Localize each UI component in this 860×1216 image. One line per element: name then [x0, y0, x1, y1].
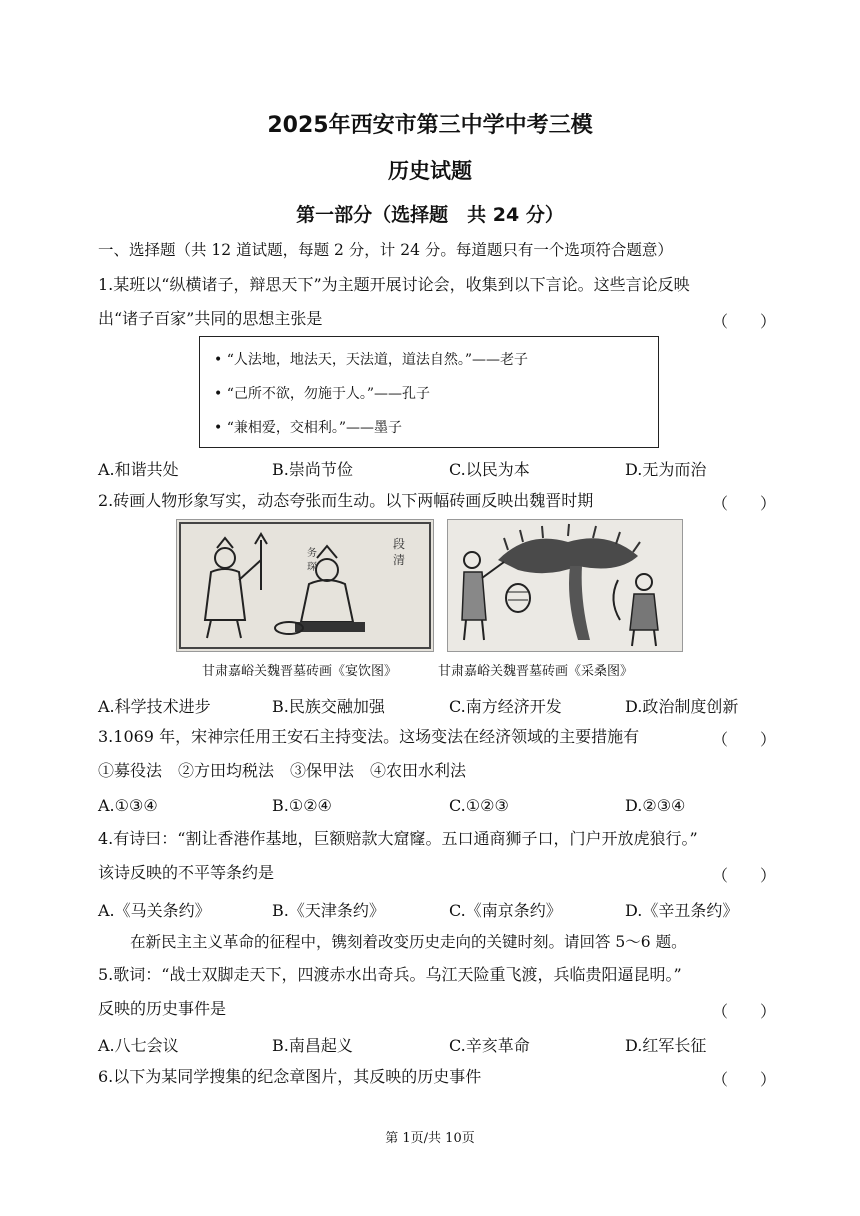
- q1-option-d: D.无为而治: [625, 460, 707, 479]
- page-number: 第 1页/共 10页: [385, 1131, 475, 1146]
- q6-answer-paren: （ ）: [712, 1070, 777, 1089]
- q2-stem-line-1: 2.砖画人物形象写实，动态夸张而生动。以下两幅砖画反映出魏晋时期: [98, 491, 594, 510]
- q1-option-c: C.以民为本: [449, 460, 530, 479]
- q2-answer-paren: （ ）: [712, 494, 777, 513]
- q4-option-b: B.《天津条约》: [272, 901, 385, 920]
- q3-option-c: C.①②③: [449, 796, 509, 815]
- q2-option-b: B.民族交融加强: [272, 697, 385, 716]
- q1-stem-line-2: 出“诸子百家”共同的思想主张是: [98, 309, 323, 328]
- part-title: 第一部分（选择题 共 24 分）: [296, 204, 564, 226]
- q2-option-d: D.政治制度创新: [625, 697, 739, 716]
- banquet-brick-painting: [176, 519, 434, 652]
- q1-quote-box: [199, 336, 659, 448]
- caption-banquet: 甘肃嘉峪关魏晋墓砖画《宴饮图》: [202, 664, 398, 679]
- q1-stem-line-1: 1.某班以“纵横诸子，辩思天下”为主题开展讨论会，收集到以下言论。这些言论反映: [98, 275, 690, 294]
- q4-option-d: D.《辛丑条约》: [625, 901, 739, 920]
- q1-quote-item: • “兼相爱，交相利。”——墨子: [214, 420, 403, 436]
- q5-answer-paren: （ ）: [712, 1002, 777, 1021]
- svg-text:清: 清: [393, 553, 406, 567]
- q3-stem-line-1: 3.1069 年，宋神宗任用王安石主持变法。这场变法在经济领域的主要措施有: [98, 727, 640, 746]
- q2-option-c: C.南方经济开发: [449, 697, 562, 716]
- q1-quote-kongzi: “己所不欲，勿施于人。”——孔子: [226, 386, 431, 402]
- q4-stem-line-1: 4.有诗曰：“割让香港作基地，巨额赔款大窟窿。五口通商狮子口，门户开放虎狼行。”: [98, 829, 698, 848]
- mulberry-painting-drawing: [448, 520, 682, 651]
- q3-option-a: A.①③④: [98, 796, 158, 815]
- q1-quote-mozi: “兼相爱，交相利。”——墨子: [226, 420, 403, 436]
- q2-option-a: A.科学技术进步: [98, 697, 211, 716]
- q3-option-b: B.①②④: [272, 796, 332, 815]
- q1-quote-item: • “人法地，地法天，天法道，道法自然。”——老子: [214, 352, 529, 368]
- exam-title: 2025年西安市第三中学中考三模: [267, 113, 593, 138]
- svg-text:务: 务: [307, 548, 317, 559]
- q3-stem-line-2: ①募役法 ②方田均税法 ③保甲法 ④农田水利法: [98, 761, 467, 780]
- q4-option-c: C.《南京条约》: [449, 901, 562, 920]
- q5-option-d: D.红军长征: [625, 1036, 707, 1055]
- q1-quote-item: • “己所不欲，勿施于人。”——孔子: [214, 386, 431, 402]
- q3-option-d: D.②③④: [625, 796, 686, 815]
- banquet-painting-drawing: [177, 520, 433, 651]
- mulberry-brick-painting: [447, 519, 683, 652]
- section-intro: 一、选择题（共 12 道试题，每题 2 分，计 24 分。每道题只有一个选项符合题意）: [98, 241, 673, 259]
- svg-text:琛: 琛: [307, 562, 317, 573]
- q4-answer-paren: （ ）: [712, 866, 777, 885]
- svg-text:段: 段: [393, 537, 406, 551]
- q1-option-b: B.崇尚节俭: [272, 460, 353, 479]
- q1-option-a: A.和谐共处: [98, 460, 179, 479]
- group-intro: 在新民主主义革命的征程中，镌刻着改变历史走向的关键时刻。请回答 5～6 题。: [130, 933, 687, 951]
- q1-quote-laozi: “人法地，地法天，天法道，道法自然。”——老子: [226, 352, 529, 368]
- q5-stem-line-2: 反映的历史事件是: [98, 999, 227, 1018]
- q4-stem-line-2: 该诗反映的不平等条约是: [98, 863, 275, 882]
- q5-stem-line-1: 5.歌词：“战士双脚走天下，四渡赤水出奇兵。乌江天险重飞渡，兵临贵阳逼昆明。”: [98, 965, 682, 984]
- q1-answer-paren: （ ）: [712, 312, 777, 331]
- caption-mulberry: 甘肃嘉峪关魏晋墓砖画《采桑图》: [438, 664, 634, 679]
- q6-stem-line-1: 6.以下为某同学搜集的纪念章图片，其反映的历史事件: [98, 1067, 482, 1086]
- q5-option-a: A.八七会议: [98, 1036, 179, 1055]
- q4-option-a: A.《马关条约》: [98, 901, 211, 920]
- q3-answer-paren: （ ）: [712, 730, 777, 749]
- q5-option-c: C.辛亥革命: [449, 1036, 530, 1055]
- subject-title: 历史试题: [388, 159, 472, 183]
- q5-option-b: B.南昌起义: [272, 1036, 353, 1055]
